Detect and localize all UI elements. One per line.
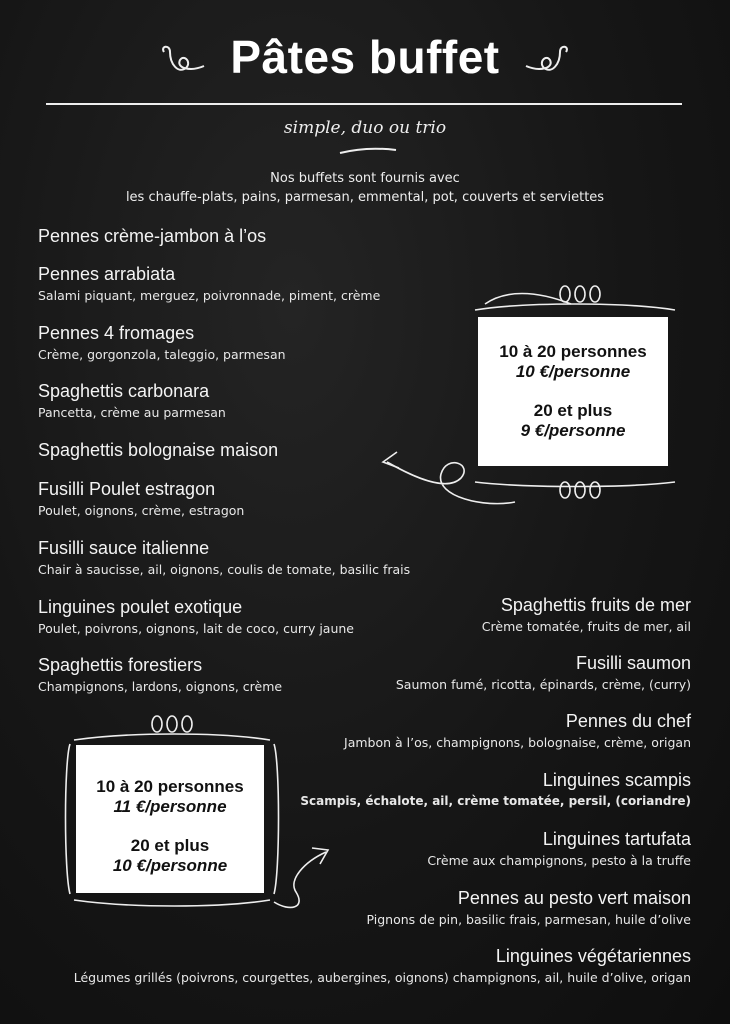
item-description: Poulet, poivrons, oignons, lait de coco, curry jaune [38, 621, 354, 636]
item-description: Chair à saucisse, ail, oignons, coulis de tomate, basilic frais [38, 562, 411, 577]
menu-item [38, 440, 278, 461]
item-name: Linguines tartufata [542, 829, 691, 849]
price-box-2 [76, 745, 264, 893]
menu-item [74, 946, 691, 985]
price-tier-2: 20 et plus [533, 401, 613, 420]
menu-item [38, 479, 244, 518]
subtitle-underline [340, 146, 396, 156]
item-description: Poulet, oignons, crème, estragon [38, 503, 245, 518]
subtitle: simple, duo ou trio [283, 118, 447, 138]
item-description: Salami piquant, merguez, poivronnade, piment, crème [38, 288, 381, 303]
swirl-right-icon [524, 44, 570, 78]
item-description: Crème, gorgonzola, taleggio, parmesan [38, 347, 286, 362]
item-description: Pignons de pin, basilic frais, parmesan, huile d’olive [366, 912, 691, 927]
price-value-2: 9 €/personne [520, 421, 626, 440]
item-name: Fusilli sauce italienne [38, 538, 210, 558]
menu-item [482, 595, 691, 634]
menu-item [38, 226, 266, 247]
item-name: Spaghettis carbonara [38, 381, 210, 401]
menu-item [38, 264, 380, 303]
menu-item [367, 888, 692, 927]
menu-item [427, 829, 691, 868]
item-name: Spaghettis fruits de mer [500, 595, 691, 615]
title-rule [46, 103, 682, 105]
item-description: Champignons, lardons, oignons, crème [38, 679, 283, 694]
intro-line-2: les chauffe-plats, pains, parmesan, emmental, pot, couverts et serviettes [125, 190, 605, 205]
price-tier-1: 10 à 20 personnes [499, 342, 647, 361]
menu-item [38, 597, 354, 636]
item-name: Linguines scampis [542, 770, 691, 790]
menu-item [38, 538, 410, 577]
item-name: Spaghettis bolognaise maison [38, 440, 279, 460]
item-description: Scampis, échalote, ail, crème tomatée, persil, (coriandre) [300, 794, 691, 808]
menu-item [38, 381, 226, 420]
item-name: Linguines poulet exotique [38, 597, 243, 617]
item-name: Pennes du chef [565, 711, 691, 731]
intro-line-1: Nos buffets sont fournis avec [270, 171, 460, 186]
price-value-1: 11 €/personne [113, 797, 227, 816]
price-box-1 [478, 317, 668, 466]
price-value-1: 10 €/personne [515, 362, 631, 381]
price-value-2: 10 €/personne [112, 856, 228, 875]
menu-item [300, 770, 691, 808]
menu-item [344, 711, 691, 750]
item-name: Fusilli saumon [575, 653, 691, 673]
item-name: Pennes crème-jambon à l’os [38, 226, 267, 246]
page-title: Pâtes buffet [230, 31, 500, 83]
item-name: Spaghettis forestiers [38, 655, 203, 675]
item-description: Crème aux champignons, pesto à la truffe [427, 853, 691, 868]
menu-item [396, 653, 691, 692]
item-name: Fusilli Poulet estragon [38, 479, 216, 499]
item-description: Crème tomatée, fruits de mer, ail [481, 619, 691, 634]
item-name: Linguines végétariennes [495, 946, 691, 966]
price-tier-2: 20 et plus [130, 836, 210, 855]
menu-item [38, 655, 282, 694]
item-name: Pennes arrabiata [38, 264, 176, 284]
menu-item [38, 323, 286, 362]
item-description: Jambon à l’os, champignons, bolognaise, crème, origan [344, 735, 691, 750]
item-name: Pennes au pesto vert maison [457, 888, 691, 908]
item-description: Pancetta, crème au parmesan [38, 405, 226, 420]
price-tier-1: 10 à 20 personnes [96, 777, 244, 796]
item-description: Légumes grillés (poivrons, courgettes, aubergines, oignons) champignons, ail, huile d’olive, origan [73, 970, 691, 985]
item-name: Pennes 4 fromages [38, 323, 195, 343]
item-description: Saumon fumé, ricotta, épinards, crème, (curry) [395, 677, 691, 692]
